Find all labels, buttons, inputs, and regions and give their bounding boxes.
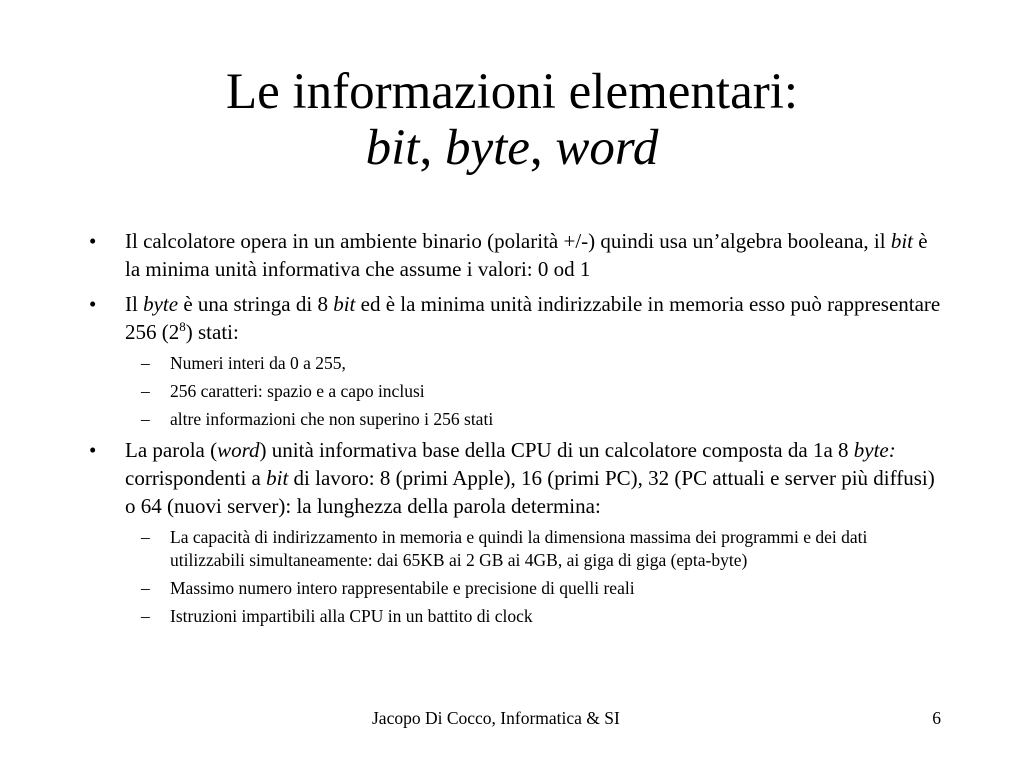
sub-list-item — [84, 380, 944, 403]
bullet-text: è la minima unità informativa che assume i valori: 0 od 1 — [125, 229, 928, 281]
bullet-text: ) unità informativa base della CPU di un calcolatore composta da 1a 8 — [259, 438, 854, 462]
bullet-text: corrispondenti a — [125, 466, 267, 490]
dash-icon: – — [141, 527, 150, 547]
page-number: 6 — [932, 708, 941, 728]
title-word-byte: byte — [444, 120, 530, 176]
emphasis-word: word — [217, 438, 260, 462]
sub-item-text: altre informazioni che non superino i 256 stati — [170, 409, 494, 429]
bullet-text: La parola ( — [125, 438, 218, 462]
bullet-icon: • — [89, 292, 97, 316]
bullet-text: Il calcolatore opera in un ambiente binario (polarità +/-) quindi usa un’algebra booleana, il — [125, 229, 891, 253]
bullet-text: ed è la minima unità indirizzabile in memoria esso può rappresentare 256 (2 — [125, 292, 941, 344]
title-line-2 — [0, 120, 1024, 176]
title-separator-1: , — [419, 120, 445, 176]
bullet-item-byte — [84, 290, 944, 346]
sub-item-text: Numeri interi da 0 a 255, — [170, 353, 346, 373]
superscript-exponent: 8 — [179, 319, 186, 334]
bullet-text: di lavoro: 8 (primi Apple), 16 (primi PC), 32 (PC attuali e server più diffusi) o 64 (nuovi server): la lunghezza della parola determina: — [125, 466, 935, 518]
sub-list-word — [84, 526, 944, 628]
sub-list-byte — [84, 352, 944, 431]
bullet-text: è una stringa di 8 — [178, 292, 334, 316]
title-separator-2: , — [529, 120, 556, 176]
emphasis-byte: byte — [143, 292, 179, 316]
bullet-item-bit — [84, 227, 944, 283]
dash-icon: – — [141, 578, 150, 598]
dash-icon: – — [141, 409, 150, 429]
bullet-icon: • — [89, 438, 97, 462]
sub-item-text: La capacità di indirizzamento in memoria e quindi la dimensiona massima dei programmi e dei dati utilizzabili simultaneamente: dai 65KB ai 2 GB ai 4GB, ai giga di giga (epta-byte) — [170, 527, 868, 570]
sub-list-item — [84, 352, 944, 375]
sub-list-item — [84, 526, 944, 572]
sub-list-item — [84, 605, 944, 628]
slide-body — [84, 227, 944, 633]
dash-icon: – — [141, 353, 150, 373]
title-word-word: word — [555, 120, 659, 176]
sub-list-item — [84, 577, 944, 600]
sub-list-item — [84, 408, 944, 431]
bullet-item-word — [84, 436, 944, 520]
dash-icon: – — [141, 606, 150, 626]
bullet-text: Il — [125, 292, 144, 316]
dash-icon: – — [141, 381, 150, 401]
emphasis-bit: bit — [890, 229, 913, 253]
bullet-icon: • — [89, 229, 97, 253]
sub-item-text: Istruzioni impartibili alla CPU in un battito di clock — [170, 606, 533, 626]
emphasis-bit: bit — [333, 292, 356, 316]
sub-item-text: Massimo numero intero rappresentabile e precisione di quelli reali — [170, 578, 635, 598]
sub-item-text: 256 caratteri: spazio e a capo inclusi — [170, 381, 425, 401]
title-line-1: Le informazioni elementari: — [225, 64, 799, 120]
slide-title — [0, 64, 1024, 176]
footer-credit: Jacopo Di Cocco, Informatica & SI — [372, 708, 620, 728]
emphasis-byte: byte: — [853, 438, 896, 462]
title-word-bit: bit — [365, 120, 420, 176]
emphasis-bit: bit — [266, 466, 289, 490]
bullet-text: ) stati: — [185, 320, 239, 344]
